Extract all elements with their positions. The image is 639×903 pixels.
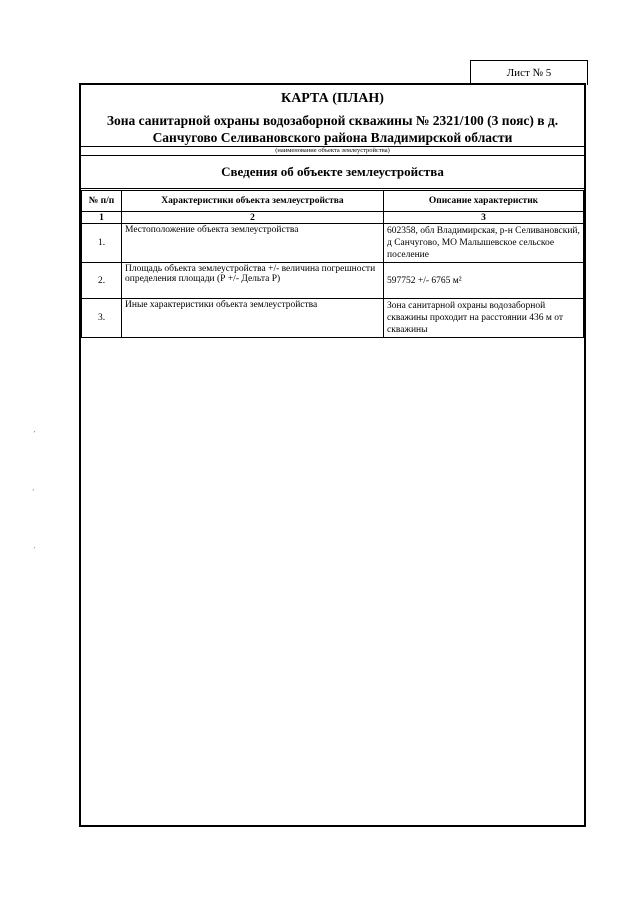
document-subtitle: [91, 112, 574, 146]
subtitle-line-2: Санчугово Селивановского района Владимирской области: [152, 130, 513, 145]
header-num: № п/п: [82, 191, 122, 212]
scan-mark: ˊ: [32, 488, 35, 497]
divider: [81, 188, 584, 189]
index-cell: 2: [122, 212, 384, 224]
index-cell: 1: [82, 212, 122, 224]
row-number: 1.: [82, 224, 122, 263]
row-description: Зона санитарной охраны водозаборной скважины проходит на расстоянии 436 м от скважины: [384, 299, 584, 338]
table-row: [82, 299, 584, 338]
table-index-row: [82, 212, 584, 224]
object-caption: (наименование объекта землеустройства): [275, 147, 390, 154]
table-header-row: [82, 191, 584, 212]
document-title: КАРТА (ПЛАН): [281, 91, 384, 106]
scan-mark: ˊ: [33, 546, 36, 555]
row-characteristic: Площадь объекта землеустройства +/- величина погрешности определения площади (Р +/- Дельта Р): [122, 263, 384, 299]
row-number: 3.: [82, 299, 122, 338]
row-characteristic: Иные характеристики объекта землеустройства: [122, 299, 384, 338]
index-cell: 3: [384, 212, 584, 224]
table-row: [82, 263, 584, 299]
divider: [81, 155, 584, 156]
section-title: Сведения об объекте землеустройства: [221, 164, 444, 179]
header-characteristic: Характеристики объекта землеустройства: [122, 191, 384, 212]
table-row: [82, 224, 584, 263]
document-frame: [79, 83, 586, 827]
row-number: 2.: [82, 263, 122, 299]
row-characteristic: Местоположение объекта землеустройства: [122, 224, 384, 263]
row-description: 602358, обл Владимирская, р-н Селивановский, д Санчугово, МО Малышевское сельское поселение: [384, 224, 584, 263]
subtitle-line-1: Зона санитарной охраны водозаборной скважины № 2321/100 (3 пояс) в д.: [106, 113, 559, 128]
sheet-number: Лист № 5: [470, 60, 588, 85]
header-description: Описание характеристик: [384, 191, 584, 212]
object-info-table: [81, 190, 584, 338]
row-description: 597752 +/- 6765 м²: [384, 263, 584, 299]
scan-mark: ˊ: [33, 430, 36, 439]
